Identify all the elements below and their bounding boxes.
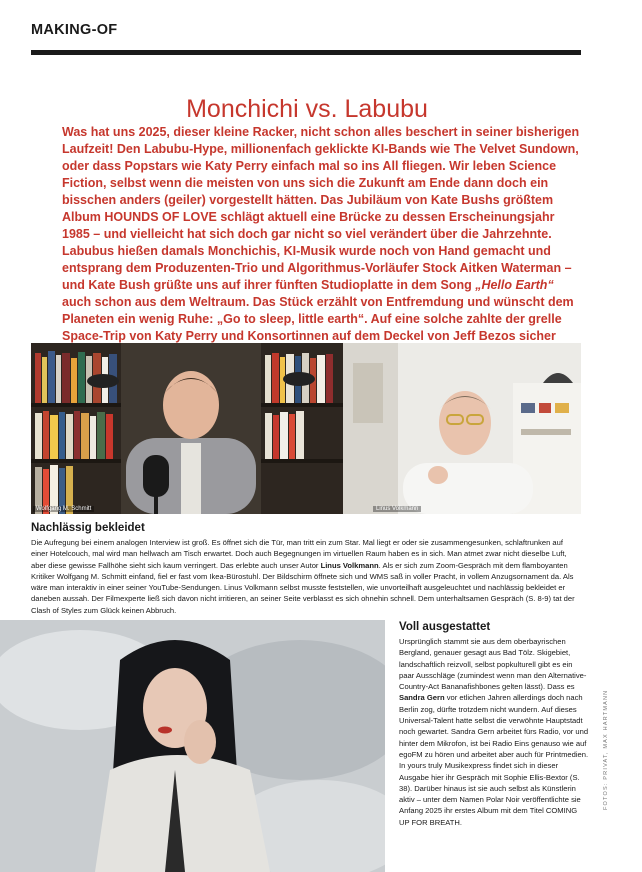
intro-text-part1: Was hat uns 2025, dieser kleine Racker, nicht schon alles beschert in seiner bisherigen Laufzeit! Den Labubu-Hype, millionenfach geklickte KI-Bands wie The Velvet Sundown, oder dass Popstars wie Katy Perry einfach mal so ins All fliegen. Wir leben Science Fiction, selbst wenn die meisten von uns sich die Zukunft am Ende dann doch ein bisschen anders (geiler) vorgestellt hätten. Das Jubiläum von Kate Bushs größtem Album HOUNDS OF LOVE schlägt aktuell eine Brücke zu dessen Erscheinungsjahr 1985 – und vielleicht hat sich doch gar nicht so viel verändert über die Jahrzehnte. Labubus hießen damals Monchichis, KI-Musik wurde noch von Hand gemacht und entsprang dem Produzenten-Trio und Algorithmus-Vorläufer Stock Aitken Waterman – und Kate Bush grüßte uns auf ihrer fünften Studioplatte in dem Song (62, 125, 580, 292)
photo-illustration-left (31, 343, 343, 514)
section1-body (31, 537, 581, 616)
section2-author-name: Sandra Gern (399, 693, 445, 703)
section-label: MAKING-OF (31, 22, 118, 38)
section2-text-part2: vor etlichen Jahren allerdings doch nach Berlin zog, dürfte trotzdem nicht wundern. Auf dieses Universal-Talent hatte selbst die verwöhnte Hauptstadt noch gewartet. Sandra Gern arbeitet fürs Radio, vor und hinter dem Mikrofon, ist bei Radio Eins genauso wie auf egoFM zu hören und arbeitet aber auch für Printmedien. In yours truly Musikexpress findet sich in dieser Ausgabe hier ihr Gespräch mit Sophie Ellis-Bextor (S. 38). Darüber hinaus ist sie auch selbst als Künstlerin aktiv – unter dem Namen Polar Noir veröffentlichte sie Anfang 2025 ihr erstes Album mit dem Titel COMING UP FOR BREATH. (399, 693, 589, 827)
section2-heading: Voll ausgestattet (399, 621, 491, 633)
section1-text-part2: . Als er sich zum Zoom-Gespräch mit dem flamboyanten Kritiker Wolfgang M. Schmitt einfand, fiel er fast vom Ikea-Bürostuhl. Der Bildschirm öffnete sich und WMS saß in voller Pracht, in vollem Anzugsornament da. Als wäre man interaktiv in einer seiner YouTube-Sendungen. Linus Volkmann selbst musste feststellen, wie unvorteilhaft ausgeleuchtet und nachlässig bekleidet er daneben aussah. Der Filmexperte ließ sich davon nicht irritieren, an seiner Seite verblasst es sich ohnehin schnell. Dem unterhaltsamen Gespräch (S. 8-9) tat der Clash of Styles zum Glück keinen Abbruch. (31, 560, 575, 615)
photo-linus-volkmann (343, 343, 581, 514)
section2-text-part1: Ursprünglich stammt sie aus dem oberbayrischen Bergland, genauer gesagt aus Bad Tölz. Skigebiet, landschaftlich reizvoll, selbst popkulturell gibt es ein paar Ausschläge (zumindest wenn man den Alternative-Country-Act Bananafishbones gelten lässt). Dass es (399, 637, 587, 692)
photo-illustration-right (343, 343, 581, 514)
photo-credit: FOTOS: PRIVAT, MAX HARTMANN (603, 689, 609, 810)
page-title: Monchichi vs. Labubu (186, 94, 428, 123)
intro-paragraph (62, 124, 582, 379)
photo-label-right: Linus Volkmann (373, 506, 421, 512)
photo-credit-wrap (603, 689, 642, 816)
photo-sandra-gern (0, 620, 385, 872)
intro-text-part2: auch schon aus dem Weltraum. Das Stück erzählt von Entfremdung und wünscht dem Planeten ein wenig Ruhe: „Go to sleep, little earth“. Auf eine solche zahlte der grelle Space-Trip von Katy Perry und Konsortinnen auf dem Deckel von Jeff Bezos sicher (62, 295, 574, 343)
photo-label-left: Wolfgang M. Schmitt (33, 506, 94, 512)
section2-body (399, 636, 589, 828)
intro-song-title: „Hello Earth“ (475, 278, 554, 292)
section1-heading: Nachlässig bekleidet (31, 522, 145, 534)
section1-author-name: Linus Volkmann (320, 560, 379, 570)
photo-wolfgang-schmitt (31, 343, 343, 514)
section1-text-part1: Die Aufregung bei einem analogen Interview ist groß. Es öffnet sich die Tür, man tritt ein zum Star. Mal liegt er oder sie zusammengesunken, schlaftrunken auf einer Hotelcouch, mal wird man hellwach am Tisch erwartet. Doch auch Begegnungen im virtuellen Raum haben es in sich. Man atmet zwar nicht dieselbe Luft, aber diese gewisse Fallhöhe sieht sich kaum verringert. Das erlebte auch unser Autor (31, 538, 567, 570)
header-rule (31, 50, 581, 55)
photo-illustration-bottom (0, 620, 385, 872)
